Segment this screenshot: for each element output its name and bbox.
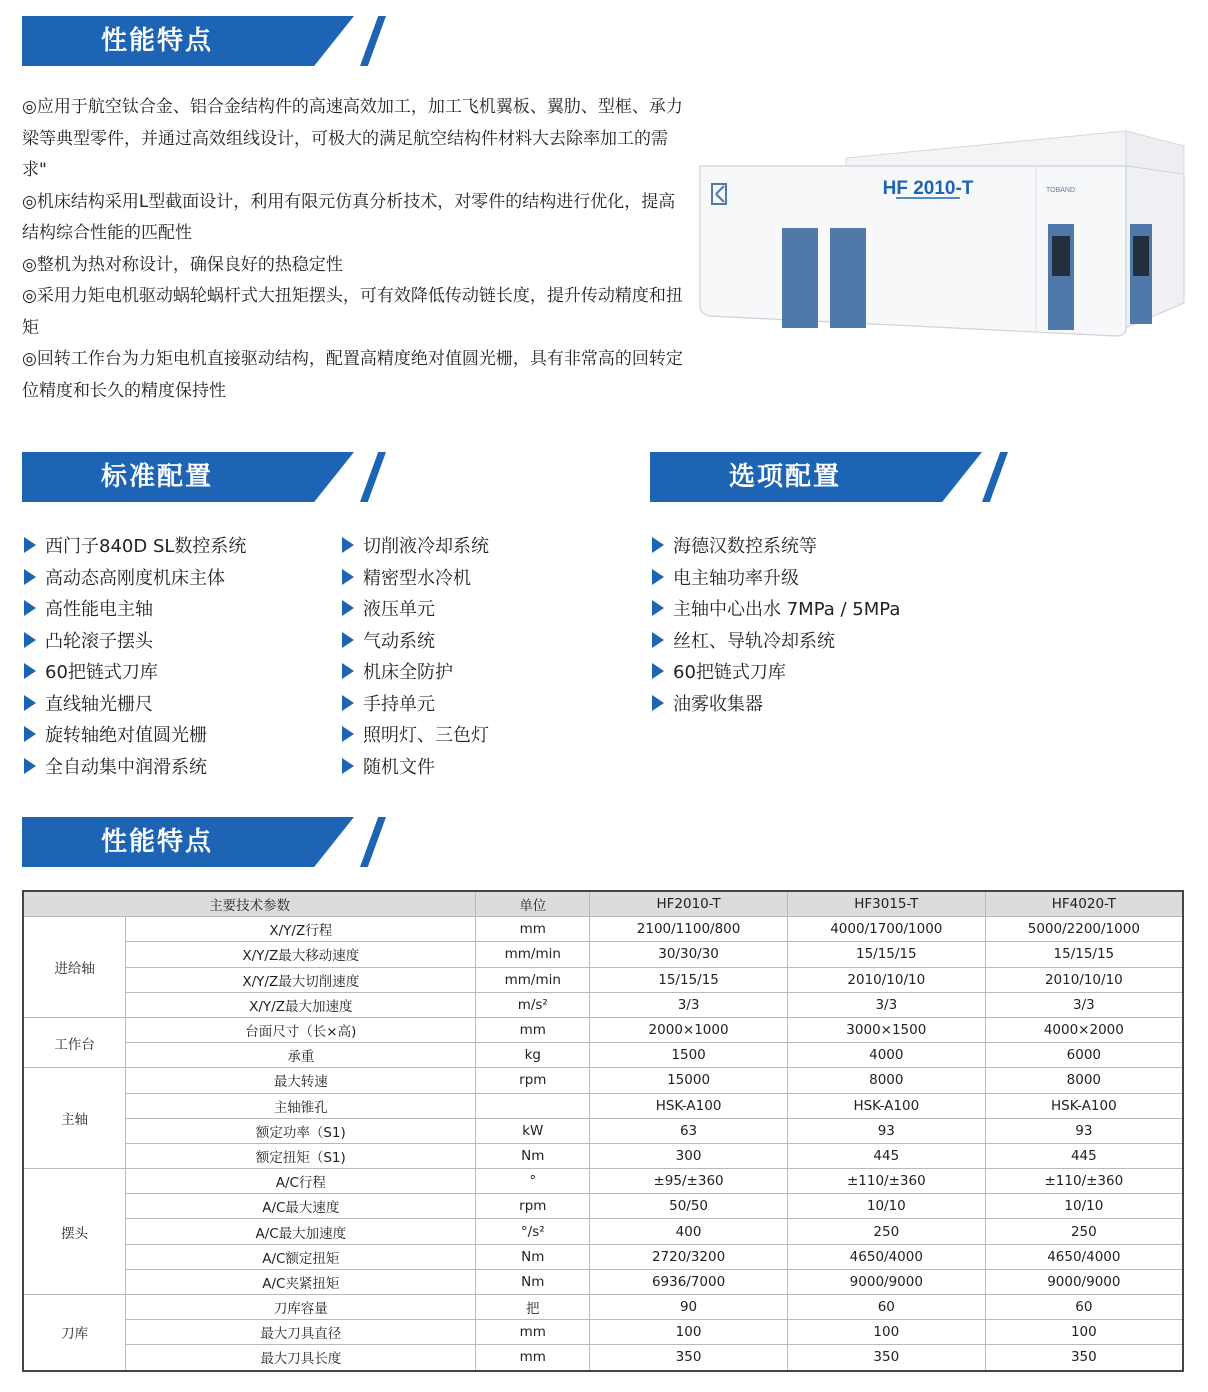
header-cell: 单位 xyxy=(476,891,590,917)
triangle-bullet-icon xyxy=(342,758,354,774)
feature-list xyxy=(22,92,684,407)
table-cell: 15/15/15 xyxy=(787,942,985,967)
table-row xyxy=(23,1043,1183,1068)
table-cell: 2010/10/10 xyxy=(787,967,985,992)
table-cell: ±110/±360 xyxy=(787,1169,985,1194)
feature-item: ◎应用于航空钛合金、铝合金结构件的高速高效加工，加工飞机翼板、翼肋、型框、承力梁等典型零件，并通过高效组线设计，可极大的满足航空结构件材料大去除率加工的需求" xyxy=(22,97,683,180)
table-row xyxy=(23,1169,1183,1194)
table-cell: 9000/9000 xyxy=(787,1269,985,1294)
table-cell: Nm xyxy=(476,1244,590,1269)
header-cell: HF2010-T xyxy=(590,891,788,917)
table-cell: 60 xyxy=(787,1295,985,1320)
table-cell: 2720/3200 xyxy=(590,1244,788,1269)
table-row xyxy=(23,967,1183,992)
list-item-label: 旋转轴绝对值圆光栅 xyxy=(45,725,207,746)
list-item xyxy=(342,657,489,689)
table-cell: 4000/1700/1000 xyxy=(787,917,985,942)
table-cell: 4000 xyxy=(787,1043,985,1068)
table-cell: 4000×2000 xyxy=(985,1017,1183,1042)
table-cell: 93 xyxy=(787,1118,985,1143)
machine-brand: TOBAND xyxy=(1046,187,1076,194)
feature-item: ◎机床结构采用L型截面设计，利用有限元仿真分析技术，对零件的结构进行优化，提高结构综合性能的匹配性 xyxy=(22,191,676,243)
table-cell: 10/10 xyxy=(787,1194,985,1219)
table-cell: 400 xyxy=(590,1219,788,1244)
table-cell: rpm xyxy=(476,1068,590,1093)
banner-slash xyxy=(360,452,386,502)
list-item-label: 60把链式刀库 xyxy=(45,662,158,683)
optional-title: 选项配置 xyxy=(728,462,841,492)
table-row xyxy=(23,917,1183,942)
feature-item: ◎整机为热对称设计，确保良好的热稳定性 xyxy=(22,254,343,275)
list-item xyxy=(24,657,246,689)
table-cell: HSK-A100 xyxy=(985,1093,1183,1118)
table-cell: mm xyxy=(476,1017,590,1042)
table-row xyxy=(23,1320,1183,1345)
table-row xyxy=(23,1143,1183,1168)
machine-door-left-2 xyxy=(830,228,866,328)
list-item-label: 油雾收集器 xyxy=(673,693,763,715)
table-cell: 2010/10/10 xyxy=(985,967,1183,992)
list-item-label: 60把链式刀库 xyxy=(673,662,786,683)
table-cell: 6000 xyxy=(985,1043,1183,1068)
table-cell: 100 xyxy=(787,1320,985,1345)
table-cell: m/s² xyxy=(476,992,590,1017)
list-item-label: 气动系统 xyxy=(363,630,435,652)
table-cell: X/Y/Z最大切削速度 xyxy=(126,967,476,992)
table-cell: 额定扭矩（S1) xyxy=(126,1143,476,1168)
table-cell: mm/min xyxy=(476,942,590,967)
triangle-bullet-icon xyxy=(342,600,354,616)
banner-slash xyxy=(982,452,1008,502)
list-item xyxy=(342,626,489,658)
list-item-label: 丝杠、导轨冷却系统 xyxy=(673,630,835,652)
table-cell xyxy=(476,1093,590,1118)
triangle-bullet-icon xyxy=(342,537,354,553)
table-cell: 30/30/30 xyxy=(590,942,788,967)
table-cell: 9000/9000 xyxy=(985,1269,1183,1294)
group-cell: 摆头 xyxy=(23,1169,126,1295)
table-cell: 445 xyxy=(787,1143,985,1168)
standard-list-col2 xyxy=(342,531,489,783)
table-cell: 2100/1100/800 xyxy=(590,917,788,942)
table-row xyxy=(23,1118,1183,1143)
table-cell: HSK-A100 xyxy=(787,1093,985,1118)
table-cell: X/Y/Z行程 xyxy=(126,917,476,942)
table-cell: 300 xyxy=(590,1143,788,1168)
group-cell: 工作台 xyxy=(23,1017,126,1067)
table-cell: 350 xyxy=(985,1345,1183,1371)
list-item xyxy=(342,689,489,721)
table-cell: 8000 xyxy=(985,1068,1183,1093)
triangle-bullet-icon xyxy=(652,632,664,648)
list-item-label: 液压单元 xyxy=(363,599,435,620)
list-item xyxy=(652,626,900,658)
table-cell: mm xyxy=(476,1320,590,1345)
table-row xyxy=(23,942,1183,967)
table-cell: 5000/2200/1000 xyxy=(985,917,1183,942)
list-item-label: 主轴中心出水 7MPa / 5MPa xyxy=(673,599,901,620)
triangle-bullet-icon xyxy=(24,537,36,553)
list-item-label: 海德汉数控系统等 xyxy=(673,536,817,557)
triangle-bullet-icon xyxy=(652,600,664,616)
performance-banner xyxy=(22,16,382,66)
table-cell: kg xyxy=(476,1043,590,1068)
triangle-bullet-icon xyxy=(24,726,36,742)
list-item xyxy=(24,752,246,784)
table-cell: Nm xyxy=(476,1269,590,1294)
table-row xyxy=(23,1219,1183,1244)
list-item xyxy=(24,689,246,721)
table-cell: A/C夹紧扭矩 xyxy=(126,1269,476,1294)
table-cell: 主轴锥孔 xyxy=(126,1093,476,1118)
list-item xyxy=(342,594,489,626)
triangle-bullet-icon xyxy=(652,695,664,711)
standard-list-col1 xyxy=(24,531,246,783)
table-cell: 3/3 xyxy=(590,992,788,1017)
table-cell: 承重 xyxy=(126,1043,476,1068)
triangle-bullet-icon xyxy=(24,663,36,679)
triangle-bullet-icon xyxy=(342,695,354,711)
triangle-bullet-icon xyxy=(24,569,36,585)
spec-table xyxy=(22,890,1184,1372)
triangle-bullet-icon xyxy=(652,537,664,553)
banner-slash xyxy=(360,16,386,66)
table-cell: mm xyxy=(476,1345,590,1371)
header-cell: HF4020-T xyxy=(985,891,1183,917)
list-item xyxy=(342,720,489,752)
table-cell: mm xyxy=(476,917,590,942)
table-header-row xyxy=(23,891,1183,917)
table-cell: kW xyxy=(476,1118,590,1143)
table-cell: 90 xyxy=(590,1295,788,1320)
table-cell: 3/3 xyxy=(787,992,985,1017)
table-row xyxy=(23,1068,1183,1093)
machine-illustration xyxy=(696,128,1186,343)
table-cell: 1500 xyxy=(590,1043,788,1068)
list-item-label: 凸轮滚子摆头 xyxy=(45,630,153,652)
table-cell: A/C额定扭矩 xyxy=(126,1244,476,1269)
table-row xyxy=(23,1093,1183,1118)
table-cell: HSK-A100 xyxy=(590,1093,788,1118)
machine-door-left-1 xyxy=(782,228,818,328)
table-cell: 350 xyxy=(787,1345,985,1371)
triangle-bullet-icon xyxy=(342,569,354,585)
list-item-label: 随机文件 xyxy=(363,756,435,778)
table-cell: 把 xyxy=(476,1295,590,1320)
triangle-bullet-icon xyxy=(652,569,664,585)
table-cell: 93 xyxy=(985,1118,1183,1143)
table-cell: 15/15/15 xyxy=(985,942,1183,967)
table-cell: 最大刀具长度 xyxy=(126,1345,476,1371)
table-cell: 8000 xyxy=(787,1068,985,1093)
list-item xyxy=(342,752,489,784)
list-item xyxy=(652,657,900,689)
list-item xyxy=(652,531,900,563)
list-item xyxy=(342,563,489,595)
table-cell: 250 xyxy=(787,1219,985,1244)
list-item xyxy=(24,720,246,752)
triangle-bullet-icon xyxy=(24,758,36,774)
table-row xyxy=(23,1244,1183,1269)
table-cell: 3/3 xyxy=(985,992,1183,1017)
list-item-label: 直线轴光栅尺 xyxy=(45,693,153,715)
table-cell: 2000×1000 xyxy=(590,1017,788,1042)
group-cell: 刀库 xyxy=(23,1295,126,1371)
triangle-bullet-icon xyxy=(342,632,354,648)
table-row xyxy=(23,1269,1183,1294)
table-cell: 100 xyxy=(590,1320,788,1345)
table-cell: °/s² xyxy=(476,1219,590,1244)
table-cell: mm/min xyxy=(476,967,590,992)
table-cell: 最大转速 xyxy=(126,1068,476,1093)
triangle-bullet-icon xyxy=(24,600,36,616)
table-cell: 6936/7000 xyxy=(590,1269,788,1294)
table-cell: ±110/±360 xyxy=(985,1169,1183,1194)
table-cell: 60 xyxy=(985,1295,1183,1320)
list-item-label: 电主轴功率升级 xyxy=(673,567,799,589)
table-cell: 4650/4000 xyxy=(787,1244,985,1269)
list-item-label: 高动态高刚度机床主体 xyxy=(45,567,225,589)
table-cell: 4650/4000 xyxy=(985,1244,1183,1269)
table-cell: rpm xyxy=(476,1194,590,1219)
list-item-label: 西门子840D SL数控系统 xyxy=(45,536,247,557)
spec-title: 性能特点 xyxy=(100,827,213,857)
list-item xyxy=(652,563,900,595)
triangle-bullet-icon xyxy=(24,632,36,648)
table-cell: 10/10 xyxy=(985,1194,1183,1219)
table-cell: 50/50 xyxy=(590,1194,788,1219)
table-row xyxy=(23,1017,1183,1042)
list-item-label: 高性能电主轴 xyxy=(45,599,153,620)
table-cell: 350 xyxy=(590,1345,788,1371)
table-cell: 250 xyxy=(985,1219,1183,1244)
optional-banner xyxy=(650,452,1010,502)
spec-banner xyxy=(22,817,382,867)
triangle-bullet-icon xyxy=(652,663,664,679)
feature-item: ◎采用力矩电机驱动蜗轮蜗杆式大扭矩摆头，可有效降低传动链长度，提升传动精度和扭矩 xyxy=(22,286,683,338)
group-cell: 主轴 xyxy=(23,1068,126,1169)
triangle-bullet-icon xyxy=(342,726,354,742)
table-cell: A/C最大加速度 xyxy=(126,1219,476,1244)
table-cell: 刀库容量 xyxy=(126,1295,476,1320)
list-item-label: 精密型水冷机 xyxy=(363,567,471,589)
optional-list xyxy=(652,531,900,720)
table-cell: A/C最大速度 xyxy=(126,1194,476,1219)
list-item xyxy=(24,594,246,626)
table-cell: 15/15/15 xyxy=(590,967,788,992)
feature-item: ◎回转工作台为力矩电机直接驱动结构，配置高精度绝对值圆光栅，具有非常高的回转定位精度和长久的精度保持性 xyxy=(22,349,683,401)
list-item xyxy=(24,531,246,563)
performance-title: 性能特点 xyxy=(100,26,213,56)
table-cell: 最大刀具直径 xyxy=(126,1320,476,1345)
list-item xyxy=(24,626,246,658)
table-row xyxy=(23,1345,1183,1371)
table-cell: 额定功率（S1) xyxy=(126,1118,476,1143)
list-item-label: 手持单元 xyxy=(363,693,435,715)
header-cell: 主要技术参数 xyxy=(23,891,476,917)
table-cell: 445 xyxy=(985,1143,1183,1168)
triangle-bullet-icon xyxy=(24,695,36,711)
table-cell: 15000 xyxy=(590,1068,788,1093)
table-cell: X/Y/Z最大加速度 xyxy=(126,992,476,1017)
list-item xyxy=(342,531,489,563)
standard-title: 标准配置 xyxy=(100,462,213,492)
list-item xyxy=(652,594,900,626)
list-item-label: 机床全防护 xyxy=(363,662,453,683)
table-cell: ° xyxy=(476,1169,590,1194)
table-cell: Nm xyxy=(476,1143,590,1168)
table-cell: ±95/±360 xyxy=(590,1169,788,1194)
table-cell: 100 xyxy=(985,1320,1183,1345)
table-row xyxy=(23,992,1183,1017)
header-cell: HF3015-T xyxy=(787,891,985,917)
table-row xyxy=(23,1295,1183,1320)
table-cell: 63 xyxy=(590,1118,788,1143)
standard-banner xyxy=(22,452,382,502)
list-item-label: 全自动集中润滑系统 xyxy=(45,756,207,778)
machine-model-label: HF 2010-T xyxy=(882,178,974,199)
table-cell: 3000×1500 xyxy=(787,1017,985,1042)
triangle-bullet-icon xyxy=(342,663,354,679)
list-item-label: 照明灯、三色灯 xyxy=(363,725,489,746)
table-cell: 台面尺寸（长×高) xyxy=(126,1017,476,1042)
list-item xyxy=(652,689,900,721)
table-cell: X/Y/Z最大移动速度 xyxy=(126,942,476,967)
banner-slash xyxy=(360,817,386,867)
list-item-label: 切削液冷却系统 xyxy=(363,536,489,557)
list-item xyxy=(24,563,246,595)
table-row xyxy=(23,1194,1183,1219)
group-cell: 进给轴 xyxy=(23,917,126,1018)
table-cell: A/C行程 xyxy=(126,1169,476,1194)
